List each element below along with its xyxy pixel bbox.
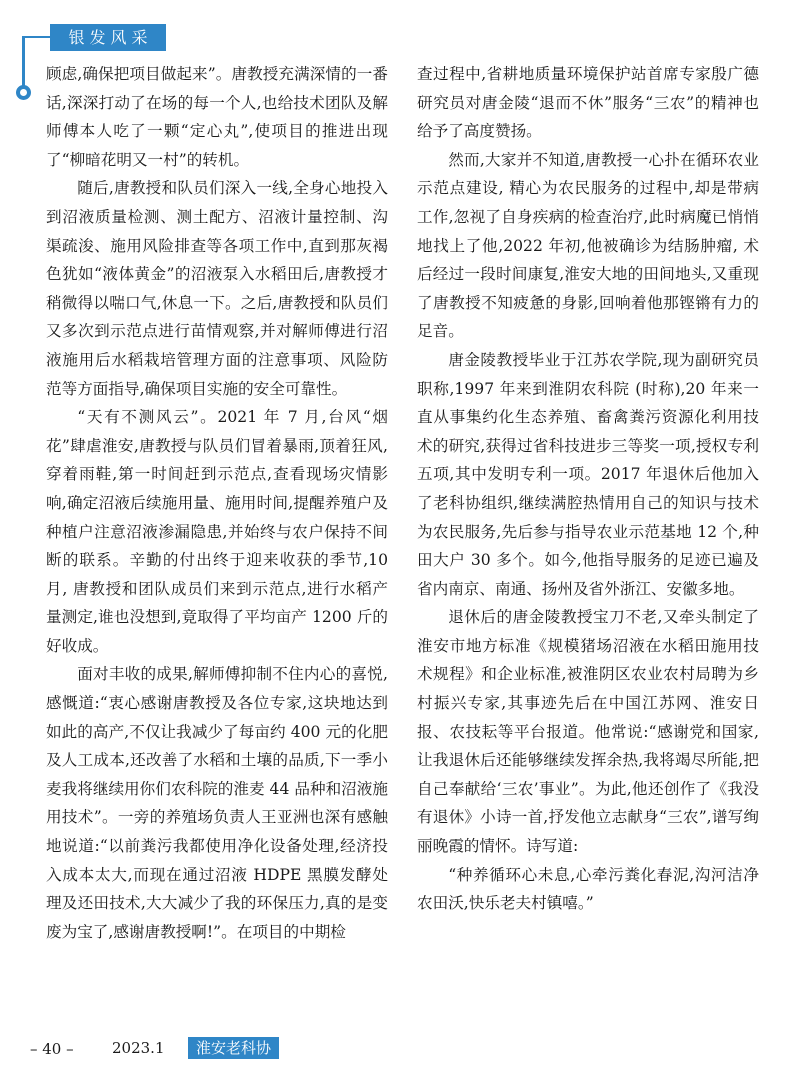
header-rule-vertical — [22, 36, 25, 91]
paragraph: 退休后的唐金陵教授宝刀不老,又牵头制定了淮安市地方标准《规模猪场沼液在水稻田施用技术规程》和企业标准,被淮阴区农业农村局聘为乡村振兴专家,其事迹先后在中国江苏网、淮安日报、农技耘等平台报道。他常说:“感谢党和国家, 让我退休后还能够继续发挥余热,我将竭尽所能,把自己奉献给‘三农’事业”。为此,他还创作了《我没有退休》小诗一首,抒发他立志献身“三农”,谱写绚丽晚霞的情怀。诗写道: — [417, 608, 759, 856]
paragraph: 唐金陵教授毕业于江苏农学院,现为副研究员职称,1997 年来到淮阴农科院 (时称),20 年来一直从事集约化生态养殖、畜禽粪污资源化利用技术的研究,获得过省科技进步三等奖一项,授权专利五项,其中发明专利一项。2017 年退休后他加入了老科协组织,继续满腔热情用自己的知识与技术为农民服务,先后参与指导农业示范基地 12 个,种田大户 30 多个。如今,他指导服务的足迹已遍及省内南京、南通、扬州及省外浙江、安徽多地。 — [417, 350, 759, 598]
journal-name: 淮安老科协 — [188, 1037, 279, 1059]
paragraph: “天有不测风云”。2021 年 7 月,台风“烟花”肆虐淮安,唐教授与队员们冒着暴雨,顶着狂风,穿着雨鞋,第一时间赶到示范点,查看现场灾情影响,确定沼液后续施用量、施用时间,提醒养殖户及种植户注意沼液渗漏隐患,并始终与农户保持不间断的联系。辛勤的付出终于迎来收获的季节,10 月, 唐教授和团队成员们来到示范点,进行水稻产量测定,谁也没想到,竟取得了平均亩产 1200 斤的好收成。 — [46, 408, 388, 655]
page-number: – 40 – — [30, 1040, 74, 1058]
left-column — [46, 60, 388, 946]
paragraph: 查过程中,省耕地质量环境保护站首席专家殷广德研究员对唐金陵“退而不休”服务“三农”的精神也给予了高度赞扬。 — [417, 65, 759, 141]
paragraph: 随后,唐教授和队员们深入一线,全身心地投入到沼液质量检测、测土配方、沼液计量控制、沟渠疏浚、施用风险排查等各项工作中,直到那灰褐色犹如“液体黄金”的沼液泵入水稻田后,唐教授才稍微得以喘口气,休息一下。之后,唐教授和队员们又多次到示范点进行苗情观察,并对解师傅进行沼液施用后水稻栽培管理方面的注意事项、风险防范等方面指导,确保项目实施的安全可靠性。 — [46, 179, 388, 398]
paragraph: 面对丰收的成果,解师傅抑制不住内心的喜悦, 感慨道:“衷心感谢唐教授及各位专家,这块地达到如此的高产,不仅让我减少了每亩约 400 元的化肥及人工成本,还改善了水稻和土壤的品质,下一季小麦我将继续用你们农科院的淮麦 44 品种和沼液施用技术”。一旁的养殖场负责人王亚洲也深有感触地说道:“以前粪污我都使用净化设备处理,经济投入成本太大,而现在通过沼液 HDPE 黑膜发酵处理及还田技术,大大减少了我的环保压力,真的是变废为宝了,感谢唐教授啊!”。在项目的中期检 — [46, 665, 388, 941]
section-tag: 银发风采 — [50, 24, 166, 51]
issue-number: 2023.1 — [112, 1039, 165, 1057]
right-column — [417, 60, 759, 918]
paragraph: 顾虑,确保把项目做起来”。唐教授充满深情的一番话,深深打动了在场的每一个人,也给技术团队及解师傅本人吃了一颗“定心丸”,使项目的推进出现了“柳暗花明又一村”的转机。 — [46, 65, 388, 169]
bullet-dot-icon — [16, 85, 31, 100]
poem-quote: “种养循环心未息,心牵污粪化春泥,沟河洁净农田沃,快乐老夫村镇嘻。” — [417, 865, 759, 913]
paragraph: 然而,大家并不知道,唐教授一心扑在循环农业示范点建设, 精心为农民服务的过程中,却是带病工作,忽视了自身疾病的检查治疗,此时病魔已悄悄地找上了他,2022 年初,他被确诊为结肠肿瘤, 术后经过一段时间康复,淮安大地的田间地头,又重现了唐教授不知疲惫的身影,回响着他那铿锵有力的足音。 — [417, 150, 759, 341]
